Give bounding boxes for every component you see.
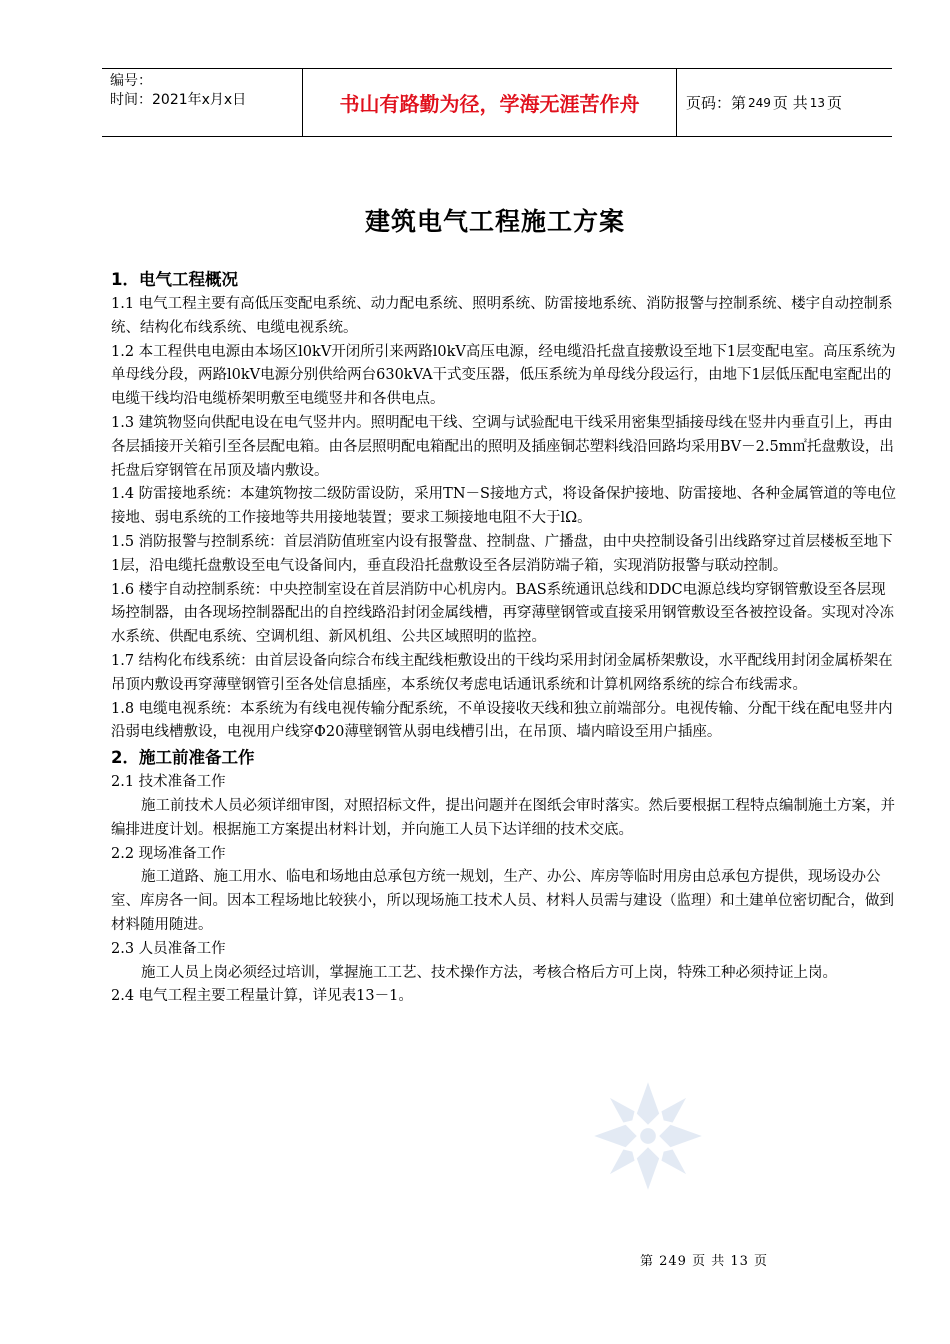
header-page-info [677, 69, 892, 136]
page-footer: 第 249 页 共 13 页 [640, 1254, 769, 1269]
subsection-2-3-body: 施工人员上岗必须经过培训，掌握施工工艺、技术操作方法，考核合格后方可上岗，特殊工种必须持证上岗。 [141, 964, 837, 981]
paragraph-1-3: 1.3 建筑物竖向供配电设在电气竖井内。照明配电干线、空调与试验配电干线采用密集型插接母线在竖井内垂直引上，再由各层插接开关箱引至各层配电箱。由各层照明配电箱配出的照明及插座铜芯塑料线沿回路均采用BV－2.5m㎡托盘敷设，出托盘后穿钢管在吊顶及墙内敷设。 [111, 414, 894, 479]
paragraph-2-4: 2.4 电气工程主要工程量计算，详见表13－1。 [111, 988, 413, 1005]
paragraph-1-7: 1.7 结构化布线系统：由首层设备向综合布线主配线柜敷设出的干线均采用封闭金属桥架敷设，水平配线用封闭金属桥架在吊顶内敷设再穿薄壁钢管引至各处信息插座，本系统仅考虑电话通讯系统和计算机网络系统的综合布线需求。 [111, 652, 893, 693]
document-title: 建筑电气工程施工方案 [364, 207, 625, 236]
subsection-2-1-body: 施工前技术人员必须详细审图，对照招标文件，提出问题并在图纸会审时落实。然后要根据工程特点编制施土方案，并编排进度计划。根据施工方案提出材料计划，并向施工人员下达详细的技术交底。 [111, 797, 895, 838]
subsection-2-3-title: 2.3 人员准备工作 [111, 940, 226, 957]
paragraph-1-2: 1.2 本工程供电电源由本场区l0kV开闭所引来两路l0kV高压电源，经电缆沿托盘直接敷设至地下1层变配电室。高压系统为单母线分段，两路l0kV电源分别供给两台630kVA干式变压器，低压系统为单母线分段运行，由地下1层低压配电室配出的电缆干线均沿电缆桥架明敷至电缆竖井和各供电点。 [111, 343, 896, 408]
section-1-heading: 1．电气工程概况 [111, 270, 238, 289]
header-meta-cell [102, 69, 303, 136]
watermark-logo-icon [592, 1080, 704, 1192]
subsection-2-1-title: 2.1 技术准备工作 [111, 774, 226, 791]
paragraph-1-5: 1.5 消防报警与控制系统：首层消防值班室内设有报警盘、控制盘、广播盘，由中央控制设备引出线路穿过首层楼板至地下1层，沿电缆托盘敷设至电气设备间内，垂直段沿托盘敷设至各层消防端子箱，实现消防报警与联动控制。 [111, 533, 893, 574]
document-body [111, 267, 896, 1009]
paragraph-1-6: 1.6 楼宇自动控制系统：中央控制室设在首层消防中心机房内。BAS系统通讯总线和DDC电源总线均穿钢管敷设至各层现场控制器，由各现场控制器配出的自控线路沿封闭金属线槽，再穿薄壁钢管或直接采用钢管敷设至各被控设备。实现对冷冻水系统、供配电系统、空调机组、新风机组、公共区域照明的监控。 [111, 581, 894, 646]
page-prefix: 页码：第 [686, 94, 747, 112]
subsection-2-2-title: 2.2 现场准备工作 [111, 845, 226, 862]
page-header [102, 68, 892, 137]
page-mid: 页 共 [772, 94, 808, 112]
date-label: 时间：2021年x月x日 [110, 92, 247, 108]
page-suffix: 页 [826, 94, 842, 112]
subsection-2-2-body: 施工道路、施工用水、临电和场地由总承包方统一规划，生产、办公、库房等临时用房由总承包方提供，现场设办公室、库房各一间。因本工程场地比较狭小，所以现场施工技术人员、材料人员需与建设（监理）和土建单位密切配合，做到材料随用随进。 [111, 869, 894, 933]
paragraph-1-1: 1.1 电气工程主要有高低压变配电系统、动力配电系统、照明系统、防雷接地系统、消防报警与控制系统、楼宇自动控制系统、结构化布线系统、电缆电视系统。 [111, 296, 893, 336]
page-number: 249 [748, 95, 771, 110]
paragraph-1-8: 1.8 电缆电视系统：本系统为有线电视传输分配系统，不单设接收天线和独立前端部分。电视传输、分配干线在配电竖井内沿弱电线槽敷设，电视用户线穿Φ20薄壁钢管从弱电线槽引出，在吊顶、墙内暗设至用户插座。 [111, 700, 893, 741]
section-2-heading: 2．施工前准备工作 [111, 748, 255, 768]
paragraph-1-4: 1.4 防雷接地系统：本建筑物按二级防雷设防，采用TN－S接地方式，将设备保护接地、防雷接地、各种金属管道的等电位接地、弱电系统的工作接地等共用接地装置；要求工频接地电阻不大于lΩ。 [111, 486, 896, 527]
page-total: 13 [809, 95, 825, 110]
number-label: 编号： [110, 73, 152, 89]
header-motto: 书山有路勤为径，学海无涯苦作舟 [303, 69, 677, 136]
